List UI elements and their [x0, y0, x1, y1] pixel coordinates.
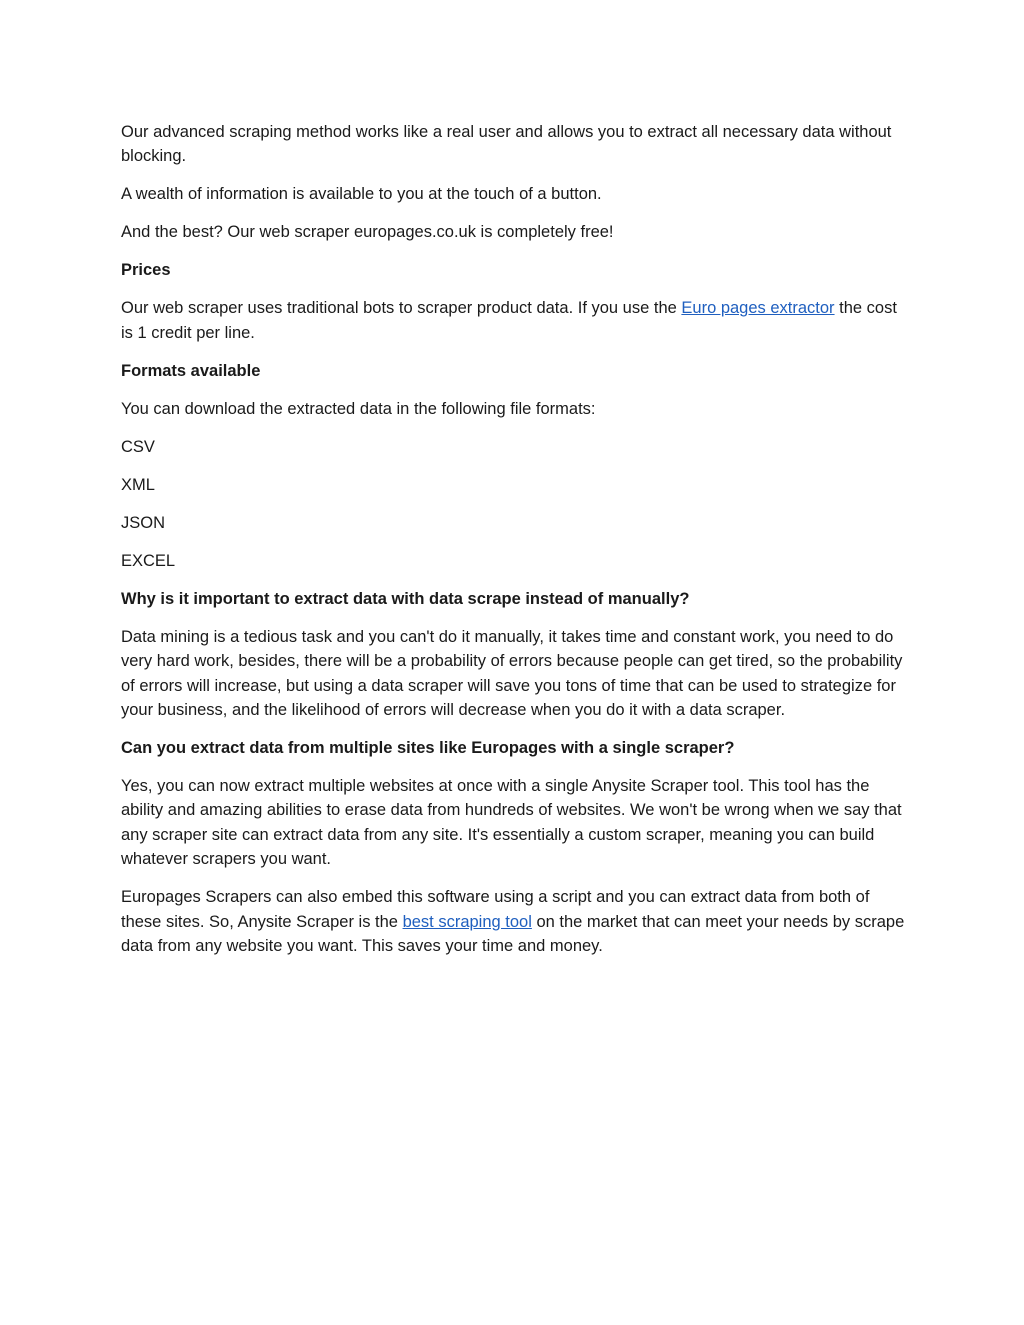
intro-paragraph: Our advanced scraping method works like a real user and allows you to extract all necessary data without blocking. — [121, 123, 892, 166]
why-paragraph: Data mining is a tedious task and you can't do it manually, it takes time and constant work, you need to do very hard work, besides, there will be a probability of errors because people can get tired, so the probability of errors will increase, but using a data scraper will save you tons of time that can be used to strategize for your business, and the likelihood of errors will decrease when you do it with a data scraper. — [121, 627, 903, 720]
prices-heading: Prices — [121, 261, 171, 280]
prices-paragraph — [121, 296, 905, 345]
embed-paragraph — [121, 885, 905, 958]
format-item-xml: XML — [121, 475, 155, 494]
formats-paragraph: You can download the extracted data in the following file formats: — [121, 399, 596, 418]
wealth-paragraph: A wealth of information is available to you at the touch of a button. — [121, 185, 602, 204]
format-item-csv: CSV — [121, 437, 155, 456]
embed-text-after: on the market that can meet your needs by scrape data from any website you want. This saves your time and money. — [121, 912, 905, 956]
embed-text-before: Europages Scrapers can also embed this software using a script and you can extract data from both of these sites. So, Anysite Scraper is the — [121, 888, 870, 931]
format-item-json: JSON — [121, 513, 166, 532]
free-paragraph: And the best? Our web scraper europages.co.uk is completely free! — [121, 223, 614, 242]
document-page — [121, 120, 905, 972]
prices-text-after: the cost is 1 credit per line. — [121, 299, 897, 342]
format-item-excel: EXCEL — [121, 551, 176, 570]
euro-pages-extractor-link[interactable]: Euro pages extractor — [681, 299, 835, 318]
best-scraping-tool-link[interactable]: best scraping tool — [402, 912, 532, 931]
prices-text-before: Our web scraper uses traditional bots to scraper product data. If you use the — [121, 299, 682, 318]
formats-heading: Formats available — [121, 361, 261, 380]
why-heading: Why is it important to extract data with data scrape instead of manually? — [121, 589, 690, 608]
multiple-sites-heading: Can you extract data from multiple sites like Europages with a single scraper? — [121, 739, 735, 758]
multiple-sites-paragraph: Yes, you can now extract multiple websites at once with a single Anysite Scraper tool. This tool has the ability and amazing abilities to erase data from hundreds of websites. We won't be wrong when we say that any scraper site can extract data from any site. It's essentially a custom scraper, meaning you can build whatever scrapers you want. — [121, 777, 902, 869]
